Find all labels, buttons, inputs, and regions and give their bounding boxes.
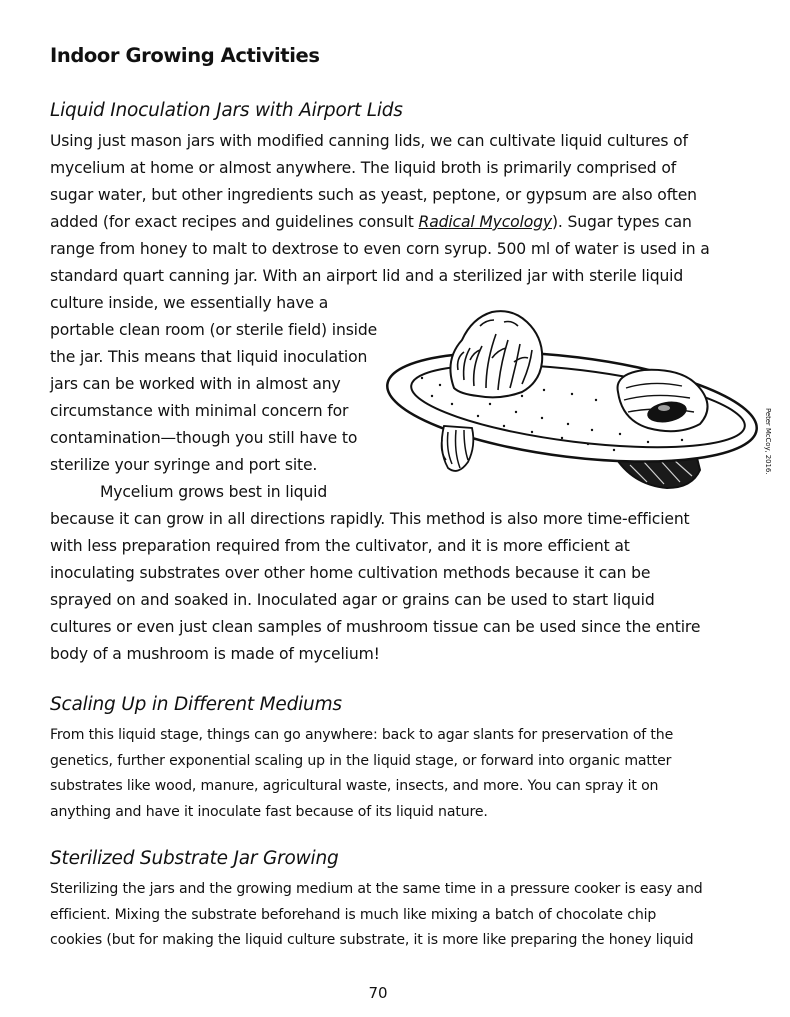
text-line: circumstance with minimal concern for xyxy=(50,402,349,420)
radical-mycology-book-reference: Radical Mycology xyxy=(418,213,552,231)
text-line: sterilize your syringe and port site. xyxy=(50,456,318,474)
text-line: Using just mason jars with modified canning lids, we can cultivate liquid cultures of xyxy=(50,132,688,150)
text-line: cultures or even just clean samples of mushroom tissue can be used since the entire xyxy=(50,618,701,636)
text-fragment: ). Sugar types can xyxy=(551,213,692,231)
text-line: jars can be worked with in almost any xyxy=(50,375,341,393)
section-heading-scaling-up: Scaling Up in Different Mediums xyxy=(50,694,342,715)
section-heading-liquid-inoculation: Liquid Inoculation Jars with Airport Lids xyxy=(50,100,403,121)
section-body-sterilized-substrate xyxy=(50,877,710,954)
text-line: sugar water, but other ingredients such as yeast, peptone, or gypsum are also often xyxy=(50,186,697,204)
airport-lid-illustration xyxy=(382,300,762,500)
text-fragment: added (for exact recipes and guidelines consult xyxy=(50,213,419,231)
text-line: culture inside, we essentially have a xyxy=(50,294,329,312)
text-line: with less preparation required from the cultivator, and it is more efficient at xyxy=(50,537,630,555)
text-line: range from honey to malt to dextrose to even corn syrup. 500 ml of water is used in a xyxy=(50,240,710,258)
text-line xyxy=(50,209,700,236)
page-number: 70 xyxy=(368,984,388,1002)
text-line: body of a mushroom is made of mycelium! xyxy=(50,645,380,663)
section-body-scaling-up xyxy=(50,723,710,825)
text-line: standard quart canning jar. With an airport lid and a sterilized jar with sterile liquid xyxy=(50,267,684,285)
text-line: efficient. Mixing the substrate beforehand is much like mixing a batch of chocolate chip xyxy=(50,906,657,923)
text-line: Mycelium grows best in liquid xyxy=(100,483,328,501)
page-title: Indoor Growing Activities xyxy=(50,44,320,67)
text-line: anything and have it inoculate fast because of its liquid nature. xyxy=(50,803,488,820)
text-line: genetics, further exponential scaling up in the liquid stage, or forward into organic matter xyxy=(50,752,672,769)
text-line: Sterilizing the jars and the growing medium at the same time in a pressure cooker is easy and xyxy=(50,881,703,897)
text-line: From this liquid stage, things can go anywhere: back to agar slants for preservation of the xyxy=(50,727,674,743)
text-line: substrates like wood, manure, agricultural waste, insects, and more. You can spray it on xyxy=(50,778,659,794)
text-line: because it can grow in all directions rapidly. This method is also more time-efficient xyxy=(50,510,690,528)
text-line: cookies (but for making the liquid culture substrate, it is more like preparing the honey liquid xyxy=(50,932,694,948)
text-line: the jar. This means that liquid inoculation xyxy=(50,348,368,366)
text-line: inoculating substrates over other home cultivation methods because it can be xyxy=(50,564,651,582)
illustration-credit: Peter McCoy, 2016. xyxy=(764,408,772,475)
text-line: contamination—though you still have to xyxy=(50,429,358,447)
text-line: mycelium at home or almost anywhere. The liquid broth is primarily comprised of xyxy=(50,159,677,177)
section-heading-sterilized-substrate: Sterilized Substrate Jar Growing xyxy=(50,848,339,869)
text-line: portable clean room (or sterile field) inside xyxy=(50,321,378,339)
text-line: sprayed on and soaked in. Inoculated agar or grains can be used to start liquid xyxy=(50,591,655,609)
